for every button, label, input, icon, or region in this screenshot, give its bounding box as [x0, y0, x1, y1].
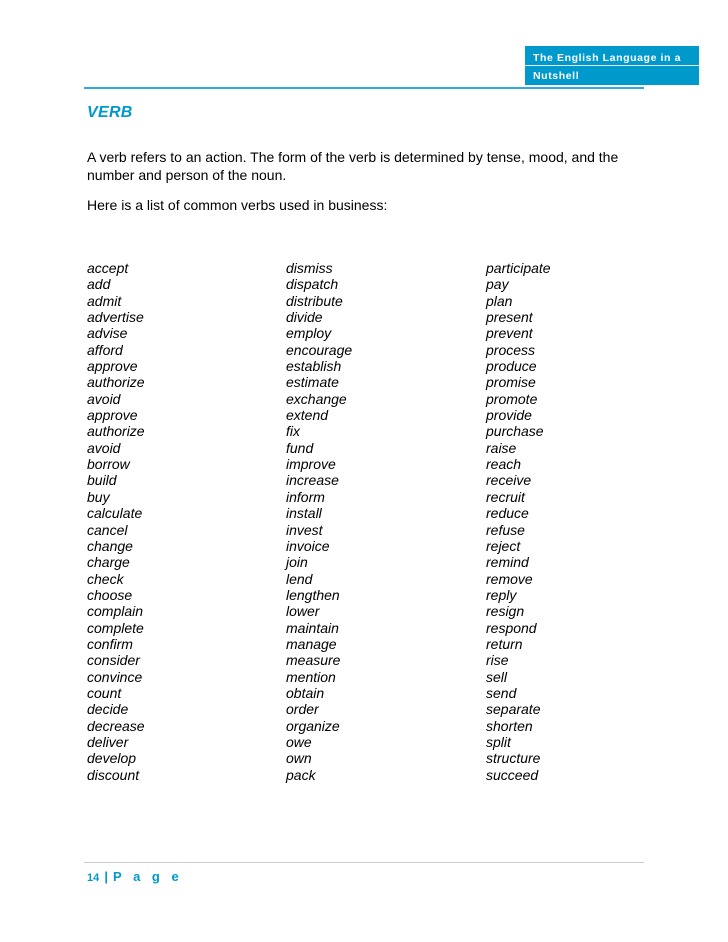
verb-list-item: rise	[486, 652, 509, 669]
verb-list-item: divide	[286, 309, 323, 326]
verb-list-item: manage	[286, 635, 337, 652]
verb-list-item: measure	[286, 652, 341, 669]
intro-paragraph: A verb refers to an action. The form of the verb is determined by tense, mood, and the number and person of the noun.	[87, 149, 619, 183]
verb-list-item: receive	[486, 472, 532, 489]
verb-list-item: employ	[286, 325, 332, 342]
verb-list-item: advise	[87, 325, 128, 342]
verb-list-item: calculate	[87, 505, 143, 522]
verb-column-3	[486, 260, 551, 783]
page-number: 14	[87, 872, 100, 884]
page-label: P a g e	[113, 869, 183, 884]
header-rule	[84, 87, 644, 89]
verb-list-item: develop	[87, 750, 137, 767]
verb-list-item: reject	[486, 537, 521, 554]
verb-list-item: purchase	[486, 423, 544, 440]
header-title-line1: The English Language in a	[533, 52, 682, 64]
verb-list-item: mention	[286, 668, 336, 685]
verb-list-item: return	[486, 635, 523, 652]
verb-list-item: choose	[87, 586, 133, 603]
verb-list-item: exchange	[286, 390, 347, 407]
verb-list-item: lend	[286, 570, 313, 587]
verb-list-item: authorize	[87, 423, 145, 440]
verb-list-item: authorize	[87, 374, 145, 391]
verb-list-item: convince	[87, 668, 143, 685]
verb-list-item: install	[286, 505, 322, 522]
verb-list-item: owe	[286, 733, 312, 750]
section-heading: VERB	[87, 104, 133, 121]
verb-list-item: produce	[486, 358, 537, 375]
verb-list-item: pay	[486, 276, 509, 293]
verb-list-item: admit	[87, 292, 122, 309]
verb-list-item: establish	[286, 358, 342, 375]
verb-list-item: deliver	[87, 733, 129, 750]
verb-list-item: organize	[286, 717, 340, 734]
list-intro-paragraph: Here is a list of common verbs used in business:	[87, 197, 388, 213]
verb-list-item: send	[486, 684, 517, 701]
verb-list-item: remove	[486, 570, 533, 587]
verb-list-item: prevent	[486, 325, 533, 342]
verb-list-item: remind	[486, 554, 529, 571]
verb-list-item: improve	[286, 456, 336, 473]
verb-list-item: pack	[286, 766, 316, 783]
verb-list-item: maintain	[286, 619, 339, 636]
verb-list-item: resign	[486, 603, 525, 620]
verb-list-item: extend	[286, 407, 329, 424]
verb-list-item: discount	[87, 766, 140, 783]
verb-list-item: sell	[486, 668, 508, 685]
verb-list-item: buy	[87, 488, 110, 505]
verb-list-item: split	[486, 733, 511, 750]
verb-list-item: structure	[486, 750, 541, 767]
verb-column-2	[286, 260, 352, 783]
header-title-line2: Nutshell	[533, 70, 580, 82]
verb-list-item: invest	[286, 521, 323, 538]
verb-list-item: estimate	[286, 374, 339, 391]
verb-list-item: charge	[87, 554, 130, 571]
verb-list-item: plan	[486, 292, 513, 309]
verb-list-item: change	[87, 537, 133, 554]
verb-list-item: raise	[486, 439, 517, 456]
verb-list-item: refuse	[486, 521, 525, 538]
verb-list-item: encourage	[286, 341, 353, 358]
verb-list-item: increase	[286, 472, 339, 489]
verb-list-item: order	[286, 701, 319, 718]
footer-rule	[84, 862, 644, 863]
verb-column-1	[87, 260, 145, 783]
verb-list-item: recruit	[486, 488, 525, 505]
verb-list-item: succeed	[486, 766, 539, 783]
document-header-box	[525, 46, 699, 85]
verb-list-item: borrow	[87, 456, 130, 473]
verb-list-item: distribute	[286, 292, 343, 309]
verb-list-item: lengthen	[286, 586, 340, 603]
verb-list-item: advertise	[87, 309, 144, 326]
verb-list-item: cancel	[87, 521, 128, 538]
verb-list-item: confirm	[87, 635, 133, 652]
verb-list-item: own	[286, 750, 312, 767]
verb-list-item: complete	[87, 619, 144, 636]
verb-list-item: accept	[87, 260, 129, 276]
verb-list-item: process	[486, 341, 536, 358]
verb-list-item: promote	[486, 390, 538, 407]
verb-list-item: separate	[486, 701, 541, 718]
verb-list-item: dispatch	[286, 276, 339, 293]
verb-list-item: reach	[486, 456, 522, 473]
verb-list-item: present	[486, 309, 533, 326]
verb-list-item: count	[87, 684, 122, 701]
verb-list-item: add	[87, 276, 111, 293]
verb-list-item: participate	[486, 260, 551, 276]
footer-separator: |	[104, 869, 108, 884]
verb-list-item: consider	[87, 652, 140, 669]
verb-list-item: approve	[87, 358, 138, 375]
verb-list-item: build	[87, 472, 117, 489]
verb-list-item: obtain	[286, 684, 325, 701]
verb-list-item: avoid	[87, 439, 121, 456]
verb-list-item: fund	[286, 439, 314, 456]
page-footer	[87, 869, 183, 884]
verb-list-item: promise	[486, 374, 536, 391]
verb-list-item: check	[87, 570, 124, 587]
verb-list-item: provide	[486, 407, 532, 424]
verb-list-item: afford	[87, 341, 123, 358]
verb-list-item: reduce	[486, 505, 529, 522]
verb-list-item: decrease	[87, 717, 145, 734]
verb-list-item: shorten	[486, 717, 533, 734]
verb-list-item: reply	[486, 586, 517, 603]
verb-list-item: lower	[286, 603, 320, 620]
verb-list-item: avoid	[87, 390, 121, 407]
verb-list-item: complain	[87, 603, 144, 620]
verb-list-item: inform	[286, 488, 325, 505]
verb-list-item: fix	[286, 423, 300, 440]
verb-list-item: respond	[486, 619, 537, 636]
header-divider	[525, 65, 699, 66]
verb-list-item: join	[286, 554, 308, 571]
verb-list-item: approve	[87, 407, 138, 424]
verb-list-item: invoice	[286, 537, 330, 554]
verb-list-item: dismiss	[286, 260, 333, 276]
verb-list-item: decide	[87, 701, 129, 718]
